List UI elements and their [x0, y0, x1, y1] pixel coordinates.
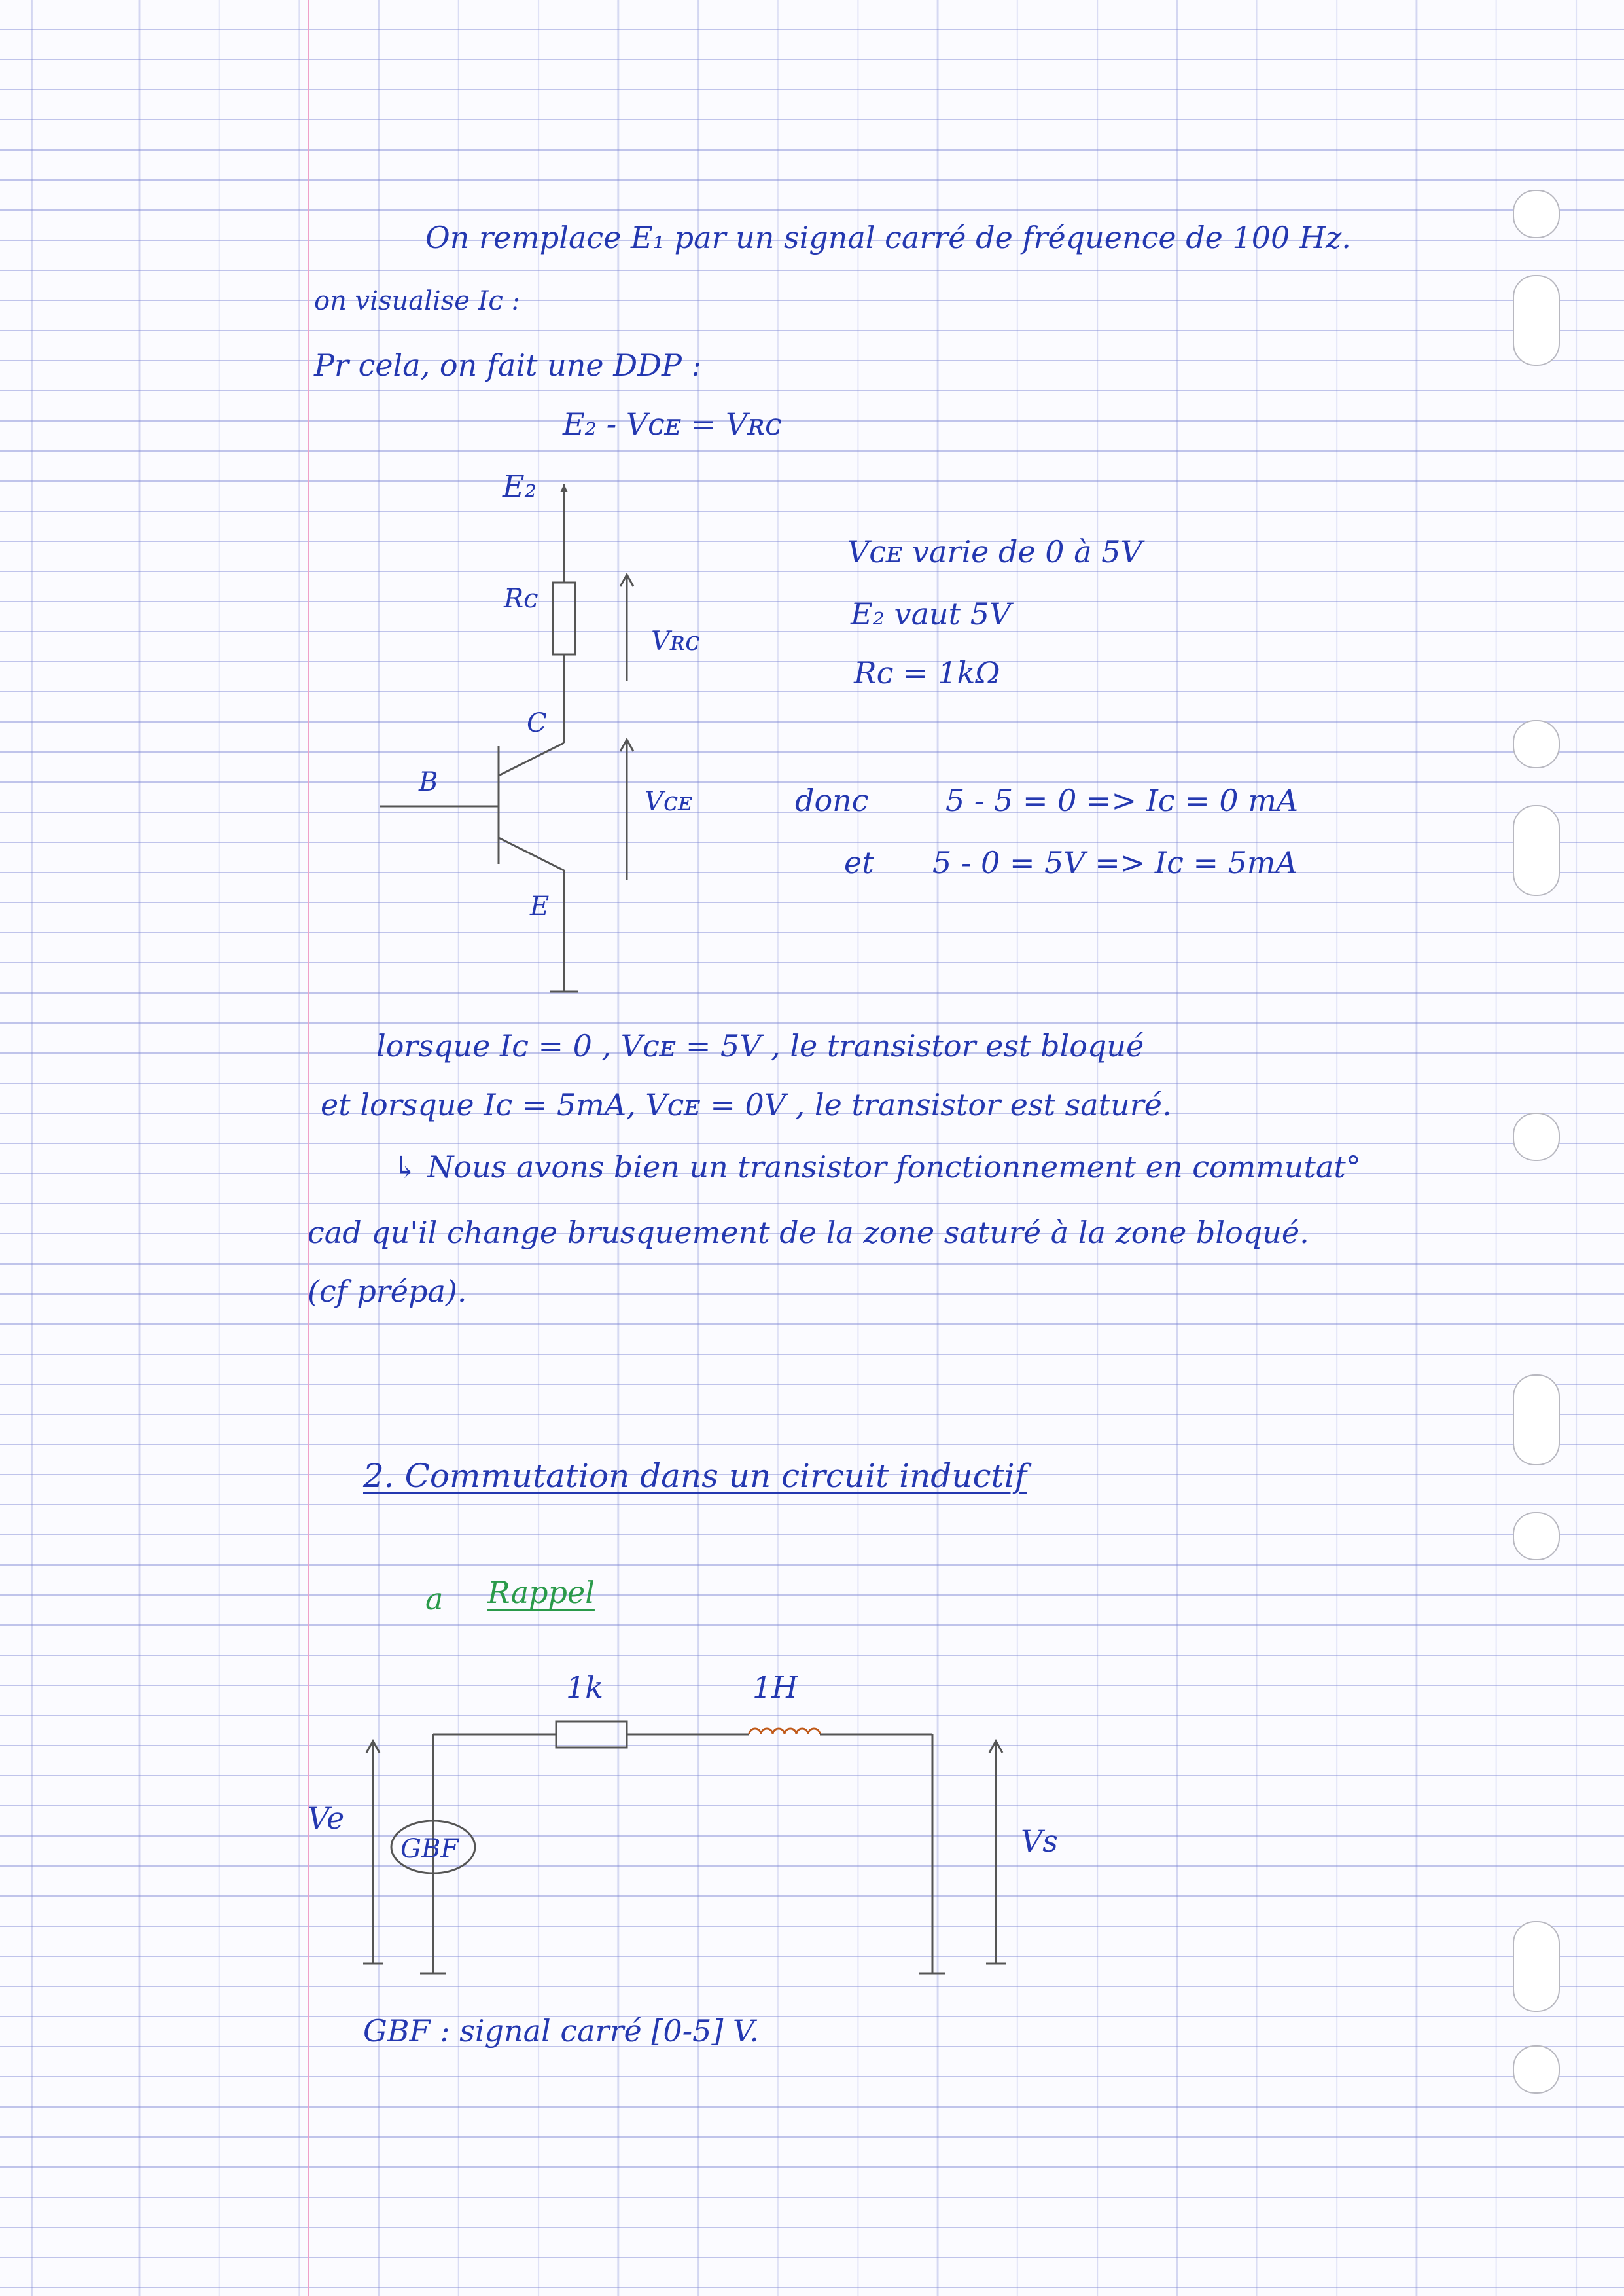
intro-line-1: On remplace E₁ par un signal carré de fréquence de 100 Hz.	[425, 220, 1351, 255]
label-vrc: Vʀᴄ	[651, 626, 700, 656]
label-resistor-1k: 1k	[566, 1670, 604, 1705]
rappel-bullet: a	[425, 1581, 444, 1617]
label-e2: E₂	[503, 469, 537, 504]
intro-line-3: Pr cela, on fait une DDP :	[314, 348, 702, 383]
ddp-equation: E₂ - Vᴄᴇ = Vʀᴄ	[563, 406, 782, 442]
note-case-1: 5 - 5 = 0 => Iᴄ = 0 mA	[945, 783, 1299, 818]
note-e2-value: E₂ vaut 5V	[851, 596, 1012, 632]
note-et: et	[844, 845, 874, 880]
label-vs: Vs	[1021, 1823, 1058, 1859]
note-rc-value: Rᴄ = 1kΩ	[854, 655, 1000, 691]
note-vce-range: Vᴄᴇ varie de 0 à 5V	[847, 534, 1142, 569]
gbf-signal-note: GBF : signal carré [0-5] V.	[363, 2013, 759, 2049]
intro-line-2: on visualise Iᴄ :	[314, 286, 520, 316]
rappel-heading: Rappel	[487, 1575, 595, 1610]
paragraph-line-2: et lorsque Iᴄ = 5mA, Vᴄᴇ = 0V , le transistor est saturé.	[321, 1087, 1172, 1122]
label-emitter: E	[530, 891, 550, 922]
label-base: B	[419, 767, 438, 797]
label-rc: Rᴄ	[504, 584, 538, 614]
label-gbf: GBF	[400, 1834, 459, 1864]
paragraph-line-3: ↳ Nous avons bien un transistor fonctionnement en commutat°	[393, 1149, 1361, 1185]
note-donc: donc	[795, 783, 869, 818]
label-collector: C	[527, 708, 547, 738]
paragraph-line-5: (cf prépa).	[308, 1274, 467, 1309]
label-vce: Vᴄᴇ	[644, 787, 693, 817]
paragraph-line-1: lorsque Iᴄ = 0 , Vᴄᴇ = 5V , le transistor est bloqué	[376, 1028, 1144, 1064]
label-inductor-1h: 1H	[752, 1670, 798, 1705]
label-ve: Ve	[308, 1801, 345, 1836]
section-2-title: 2. Commutation dans un circuit inductif	[363, 1457, 1027, 1495]
note-case-2: 5 - 0 = 5V => Iᴄ = 5mA	[932, 845, 1297, 880]
paragraph-line-4: cad qu'il change brusquement de la zone saturé à la zone bloqué.	[308, 1215, 1309, 1250]
